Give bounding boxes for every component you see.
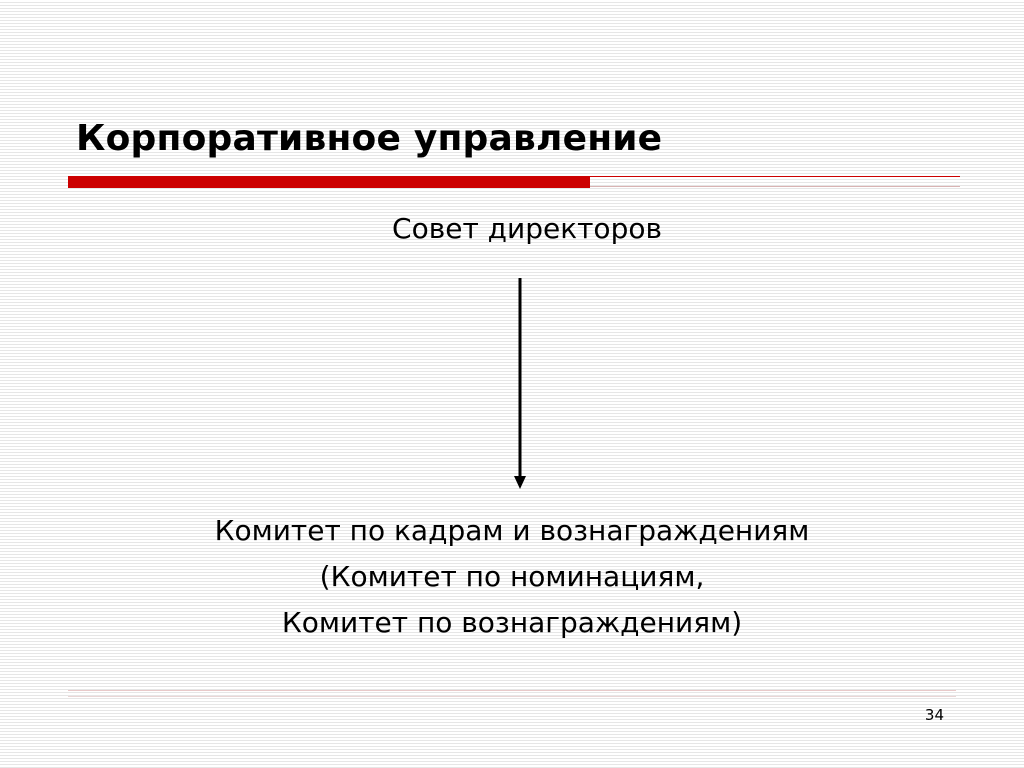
footer-divider-lower [68,696,956,697]
title-underline-thin-lower [590,186,960,187]
committee-block [0,508,1024,646]
committee-line-1: Комитет по кадрам и вознаграждениям [214,514,810,547]
committee-line-2: (Комитет по номинациям, [319,560,705,593]
down-arrow-icon [510,278,530,490]
title-underline-accent [68,176,590,188]
page-number: 34 [924,706,944,724]
arrow-head [514,476,526,489]
committee-line-3: Комитет по вознаграждениям) [281,606,743,639]
title-underline-thin [590,176,960,177]
footer-divider [68,690,956,691]
slide-title: Корпоративное управление [76,118,663,159]
board-of-directors-label: Совет директоров [392,212,662,245]
